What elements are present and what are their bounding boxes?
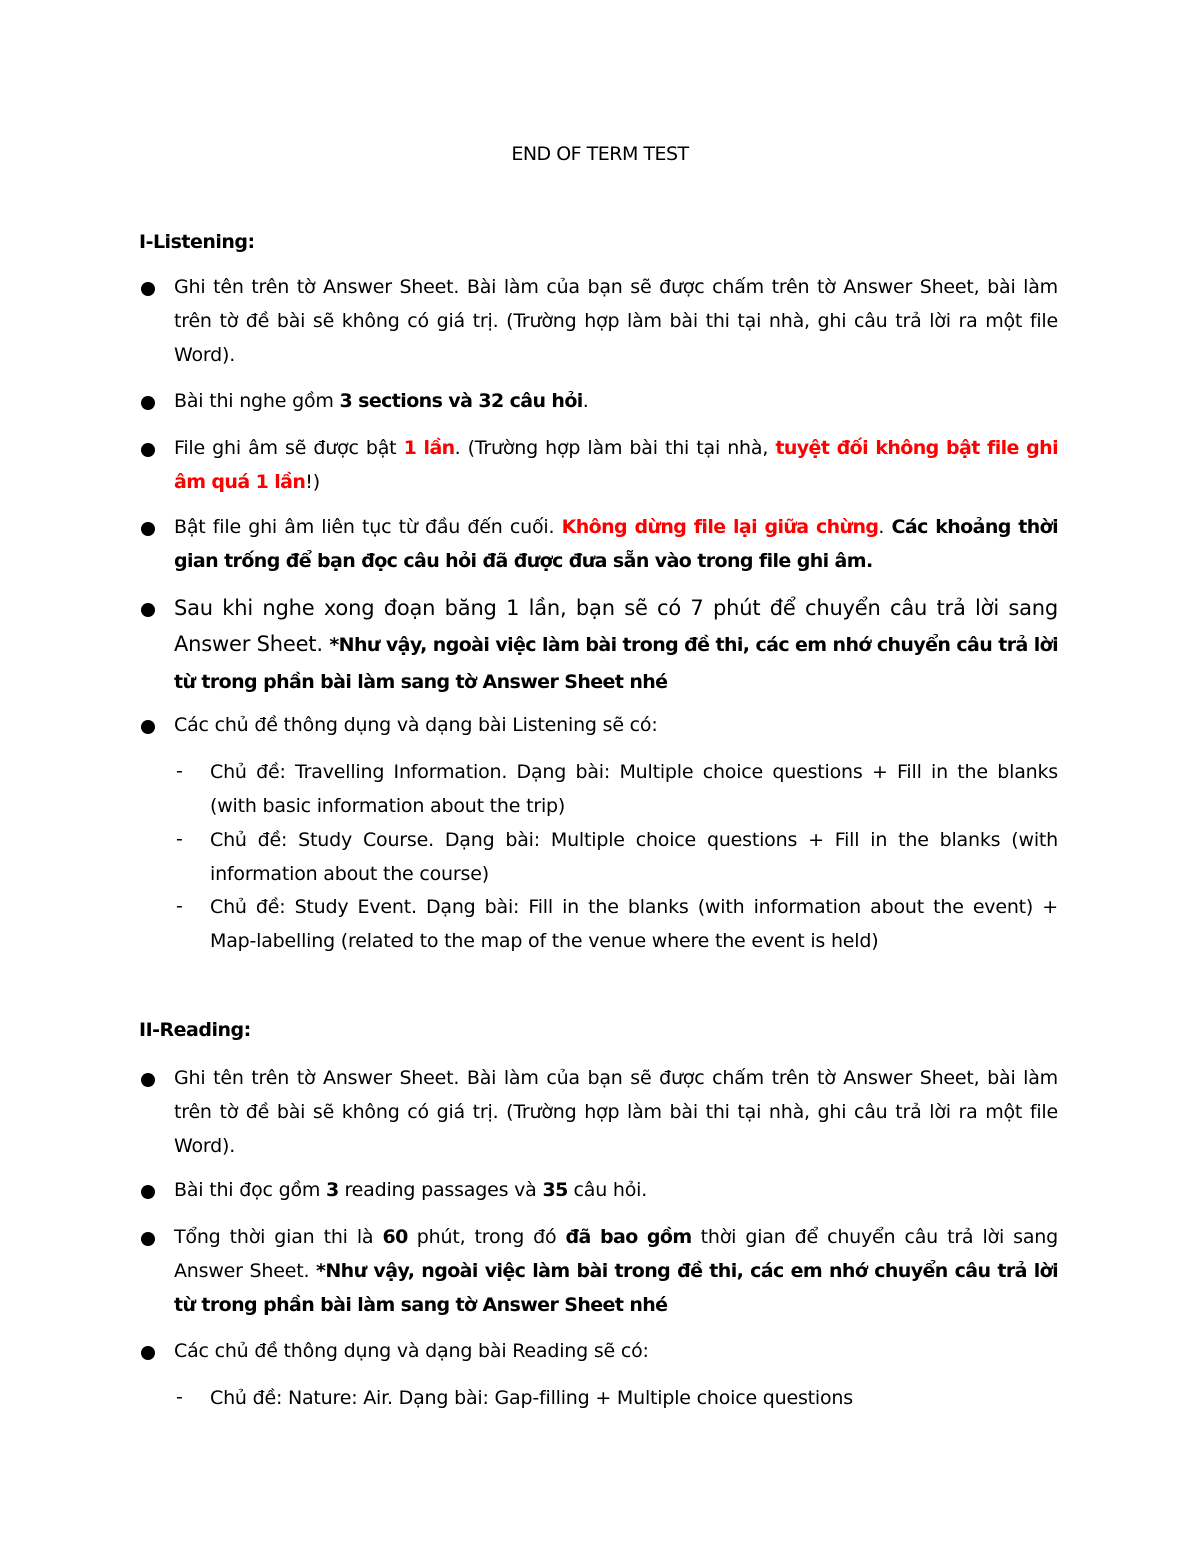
listening-topic-1: Chủ đề: Travelling Information. Dạng bài: Multiple choice questions + Fill in the blanks (with basic information about the trip) [210, 761, 1058, 817]
listening-topic-3: Chủ đề: Study Event. Dạng bài: Fill in the blanks (with information about the event) + Map-labelling (related to the map of the venue where the event is held) [210, 896, 1058, 952]
bullet-icon [141, 1232, 155, 1246]
listening-bullet-2: Bài thi nghe gồm 3 sections và 32 câu hỏi. [174, 390, 589, 412]
bullet-icon [141, 522, 155, 536]
reading-bullet-1: Ghi tên trên tờ Answer Sheet. Bài làm của bạn sẽ được chấm trên tờ Answer Sheet, bài làm trên tờ đề bài sẽ không có giá trị. (Trường hợp làm bài thi tại nhà, ghi câu trả lời ra một file Word). [174, 1067, 1058, 1157]
listening-bullet-1: Ghi tên trên tờ Answer Sheet. Bài làm của bạn sẽ được chấm trên tờ Answer Sheet, bài làm trên tờ đề bài sẽ không có giá trị. (Trường hợp làm bài thi tại nhà, ghi câu trả lời ra một file Word). [174, 276, 1058, 366]
reading-heading: II-Reading: [139, 1019, 251, 1041]
bullet-icon [141, 1346, 155, 1360]
bullet-icon [141, 603, 155, 617]
bullet-icon [141, 443, 155, 457]
reading-bullet-2: Bài thi đọc gồm 3 reading passages và 35 câu hỏi. [174, 1179, 648, 1201]
listening-heading: I-Listening: [139, 231, 255, 253]
dash-marker: - [176, 760, 183, 782]
bullet-icon [141, 720, 155, 734]
listening-bullet-3: File ghi âm sẽ được bật 1 lần. (Trường hợp làm bài thi tại nhà, tuyệt đối không bật file ghi âm quá 1 lần!) [174, 437, 1058, 493]
bullet-icon [141, 282, 155, 296]
bullet-icon [141, 1073, 155, 1087]
reading-topic-1: Chủ đề: Nature: Air. Dạng bài: Gap-filling + Multiple choice questions [210, 1387, 853, 1409]
bullet-icon [141, 1185, 155, 1199]
document-title: END OF TERM TEST [511, 143, 689, 165]
listening-topic-2: Chủ đề: Study Course. Dạng bài: Multiple choice questions + Fill in the blanks (with information about the course) [210, 829, 1058, 885]
reading-bullet-4: Các chủ đề thông dụng và dạng bài Reading sẽ có: [174, 1340, 649, 1362]
listening-bullet-6: Các chủ đề thông dụng và dạng bài Listening sẽ có: [174, 714, 658, 736]
listening-bullet-4: Bật file ghi âm liên tục từ đầu đến cuối. Không dừng file lại giữa chừng. Các khoảng thời gian trống để bạn đọc câu hỏi đã được đưa sẵn vào trong file ghi âm. [174, 516, 1058, 572]
listening-bullet-5: Sau khi nghe xong đoạn băng 1 lần, bạn sẽ có 7 phút để chuyển câu trả lời sang Answer Sheet. *Như vậy, ngoài việc làm bài trong đề thi, các em nhớ chuyển câu trả lời từ trong phần bài làm sang tờ Answer Sheet nhé [174, 596, 1058, 693]
bullet-icon [141, 396, 155, 410]
reading-bullet-3: Tổng thời gian thi là 60 phút, trong đó đã bao gồm thời gian để chuyển câu trả lời sang Answer Sheet. *Như vậy, ngoài việc làm bài trong đề thi, các em nhớ chuyển câu trả lời từ trong phần bài làm sang tờ Answer Sheet nhé [174, 1226, 1059, 1316]
dash-marker: - [176, 895, 183, 917]
dash-marker: - [176, 828, 183, 850]
dash-marker: - [176, 1386, 183, 1408]
